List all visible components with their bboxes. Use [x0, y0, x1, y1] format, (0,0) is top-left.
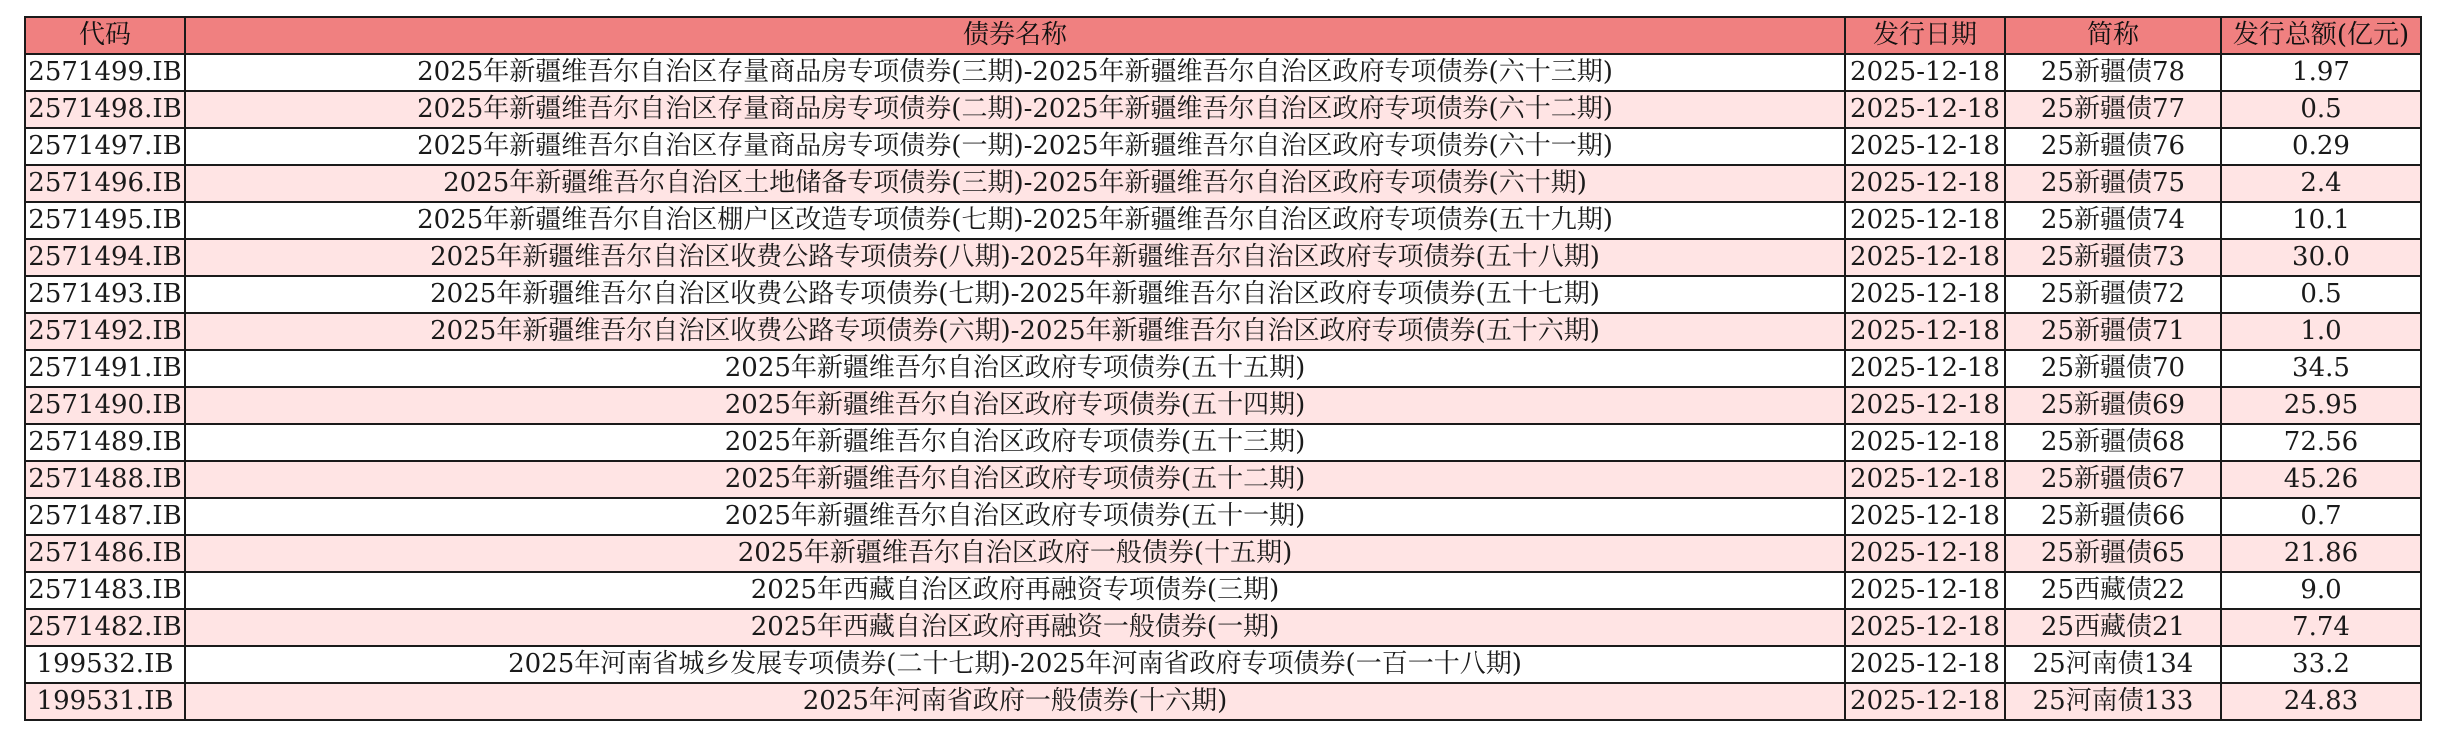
table-row — [25, 461, 2421, 498]
cell-date: 2025-12-18 — [1845, 54, 2005, 91]
table-row — [25, 683, 2421, 720]
cell-short: 25新疆债76 — [2005, 128, 2221, 165]
cell-amount: 21.86 — [2221, 535, 2421, 572]
cell-amount: 7.74 — [2221, 609, 2421, 646]
cell-short: 25新疆债68 — [2005, 424, 2221, 461]
cell-date: 2025-12-18 — [1845, 165, 2005, 202]
cell-amount: 45.26 — [2221, 461, 2421, 498]
cell-name: 2025年新疆维吾尔自治区土地储备专项债券(三期)-2025年新疆维吾尔自治区政府专项债券(六十期) — [185, 165, 1845, 202]
cell-amount: 24.83 — [2221, 683, 2421, 720]
header-code: 代码 — [25, 17, 185, 54]
cell-code: 2571498.IB — [25, 91, 185, 128]
header-row — [25, 17, 2421, 54]
cell-date: 2025-12-18 — [1845, 424, 2005, 461]
cell-code: 2571486.IB — [25, 535, 185, 572]
cell-name: 2025年河南省城乡发展专项债券(二十七期)-2025年河南省政府专项债券(一百一十八期) — [185, 646, 1845, 683]
cell-short: 25新疆债65 — [2005, 535, 2221, 572]
cell-short: 25新疆债72 — [2005, 276, 2221, 313]
cell-amount: 1.97 — [2221, 54, 2421, 91]
table-row — [25, 313, 2421, 350]
cell-short: 25西藏债21 — [2005, 609, 2221, 646]
cell-short: 25新疆债67 — [2005, 461, 2221, 498]
cell-name: 2025年河南省政府一般债券(十六期) — [185, 683, 1845, 720]
cell-name: 2025年新疆维吾尔自治区棚户区改造专项债券(七期)-2025年新疆维吾尔自治区政府专项债券(五十九期) — [185, 202, 1845, 239]
cell-name: 2025年新疆维吾尔自治区存量商品房专项债券(三期)-2025年新疆维吾尔自治区政府专项债券(六十三期) — [185, 54, 1845, 91]
cell-amount: 9.0 — [2221, 572, 2421, 609]
cell-code: 2571492.IB — [25, 313, 185, 350]
cell-date: 2025-12-18 — [1845, 313, 2005, 350]
table-row — [25, 165, 2421, 202]
cell-code: 2571490.IB — [25, 387, 185, 424]
table-body — [25, 54, 2421, 720]
cell-short: 25新疆债66 — [2005, 498, 2221, 535]
cell-code: 2571483.IB — [25, 572, 185, 609]
cell-date: 2025-12-18 — [1845, 350, 2005, 387]
cell-code: 199532.IB — [25, 646, 185, 683]
table-row — [25, 350, 2421, 387]
header-name: 债券名称 — [185, 17, 1845, 54]
cell-name: 2025年新疆维吾尔自治区政府专项债券(五十二期) — [185, 461, 1845, 498]
cell-date: 2025-12-18 — [1845, 387, 2005, 424]
cell-amount: 0.5 — [2221, 91, 2421, 128]
table-row — [25, 54, 2421, 91]
header-short: 简称 — [2005, 17, 2221, 54]
cell-name: 2025年西藏自治区政府再融资专项债券(三期) — [185, 572, 1845, 609]
cell-date: 2025-12-18 — [1845, 276, 2005, 313]
cell-date: 2025-12-18 — [1845, 535, 2005, 572]
cell-short: 25新疆债73 — [2005, 239, 2221, 276]
table-row — [25, 202, 2421, 239]
cell-code: 2571497.IB — [25, 128, 185, 165]
cell-short: 25新疆债70 — [2005, 350, 2221, 387]
cell-short: 25新疆债75 — [2005, 165, 2221, 202]
cell-amount: 0.29 — [2221, 128, 2421, 165]
cell-code: 199531.IB — [25, 683, 185, 720]
cell-amount: 1.0 — [2221, 313, 2421, 350]
cell-code: 2571482.IB — [25, 609, 185, 646]
cell-amount: 33.2 — [2221, 646, 2421, 683]
cell-date: 2025-12-18 — [1845, 202, 2005, 239]
cell-short: 25新疆债74 — [2005, 202, 2221, 239]
table-row — [25, 424, 2421, 461]
table-row — [25, 535, 2421, 572]
cell-date: 2025-12-18 — [1845, 128, 2005, 165]
table-row — [25, 572, 2421, 609]
cell-short: 25新疆债77 — [2005, 91, 2221, 128]
cell-name: 2025年新疆维吾尔自治区收费公路专项债券(六期)-2025年新疆维吾尔自治区政府专项债券(五十六期) — [185, 313, 1845, 350]
cell-name: 2025年西藏自治区政府再融资一般债券(一期) — [185, 609, 1845, 646]
table-header — [25, 17, 2421, 54]
header-date: 发行日期 — [1845, 17, 2005, 54]
cell-amount: 2.4 — [2221, 165, 2421, 202]
cell-amount: 0.5 — [2221, 276, 2421, 313]
table-row — [25, 91, 2421, 128]
cell-short: 25西藏债22 — [2005, 572, 2221, 609]
table-row — [25, 128, 2421, 165]
cell-date: 2025-12-18 — [1845, 239, 2005, 276]
cell-date: 2025-12-18 — [1845, 646, 2005, 683]
cell-code: 2571493.IB — [25, 276, 185, 313]
cell-amount: 30.0 — [2221, 239, 2421, 276]
cell-name: 2025年新疆维吾尔自治区存量商品房专项债券(二期)-2025年新疆维吾尔自治区政府专项债券(六十二期) — [185, 91, 1845, 128]
cell-short: 25新疆债78 — [2005, 54, 2221, 91]
cell-short: 25河南债134 — [2005, 646, 2221, 683]
cell-name: 2025年新疆维吾尔自治区政府一般债券(十五期) — [185, 535, 1845, 572]
cell-amount: 72.56 — [2221, 424, 2421, 461]
cell-name: 2025年新疆维吾尔自治区政府专项债券(五十一期) — [185, 498, 1845, 535]
cell-date: 2025-12-18 — [1845, 461, 2005, 498]
table-row — [25, 646, 2421, 683]
cell-code: 2571496.IB — [25, 165, 185, 202]
cell-code: 2571488.IB — [25, 461, 185, 498]
cell-name: 2025年新疆维吾尔自治区收费公路专项债券(八期)-2025年新疆维吾尔自治区政府专项债券(五十八期) — [185, 239, 1845, 276]
cell-date: 2025-12-18 — [1845, 91, 2005, 128]
cell-name: 2025年新疆维吾尔自治区政府专项债券(五十五期) — [185, 350, 1845, 387]
cell-date: 2025-12-18 — [1845, 572, 2005, 609]
cell-code: 2571489.IB — [25, 424, 185, 461]
cell-amount: 10.1 — [2221, 202, 2421, 239]
cell-short: 25河南债133 — [2005, 683, 2221, 720]
cell-amount: 25.95 — [2221, 387, 2421, 424]
table-row — [25, 387, 2421, 424]
table-row — [25, 239, 2421, 276]
table-row — [25, 498, 2421, 535]
cell-code: 2571495.IB — [25, 202, 185, 239]
cell-amount: 0.7 — [2221, 498, 2421, 535]
cell-date: 2025-12-18 — [1845, 498, 2005, 535]
header-amount: 发行总额(亿元) — [2221, 17, 2421, 54]
cell-name: 2025年新疆维吾尔自治区政府专项债券(五十四期) — [185, 387, 1845, 424]
bond-table — [24, 16, 2422, 721]
cell-name: 2025年新疆维吾尔自治区收费公路专项债券(七期)-2025年新疆维吾尔自治区政府专项债券(五十七期) — [185, 276, 1845, 313]
cell-name: 2025年新疆维吾尔自治区存量商品房专项债券(一期)-2025年新疆维吾尔自治区政府专项债券(六十一期) — [185, 128, 1845, 165]
cell-short: 25新疆债71 — [2005, 313, 2221, 350]
cell-date: 2025-12-18 — [1845, 609, 2005, 646]
cell-code: 2571487.IB — [25, 498, 185, 535]
cell-name: 2025年新疆维吾尔自治区政府专项债券(五十三期) — [185, 424, 1845, 461]
cell-date: 2025-12-18 — [1845, 683, 2005, 720]
cell-short: 25新疆债69 — [2005, 387, 2221, 424]
table-row — [25, 609, 2421, 646]
table-row — [25, 276, 2421, 313]
cell-code: 2571491.IB — [25, 350, 185, 387]
cell-code: 2571494.IB — [25, 239, 185, 276]
cell-amount: 34.5 — [2221, 350, 2421, 387]
cell-code: 2571499.IB — [25, 54, 185, 91]
